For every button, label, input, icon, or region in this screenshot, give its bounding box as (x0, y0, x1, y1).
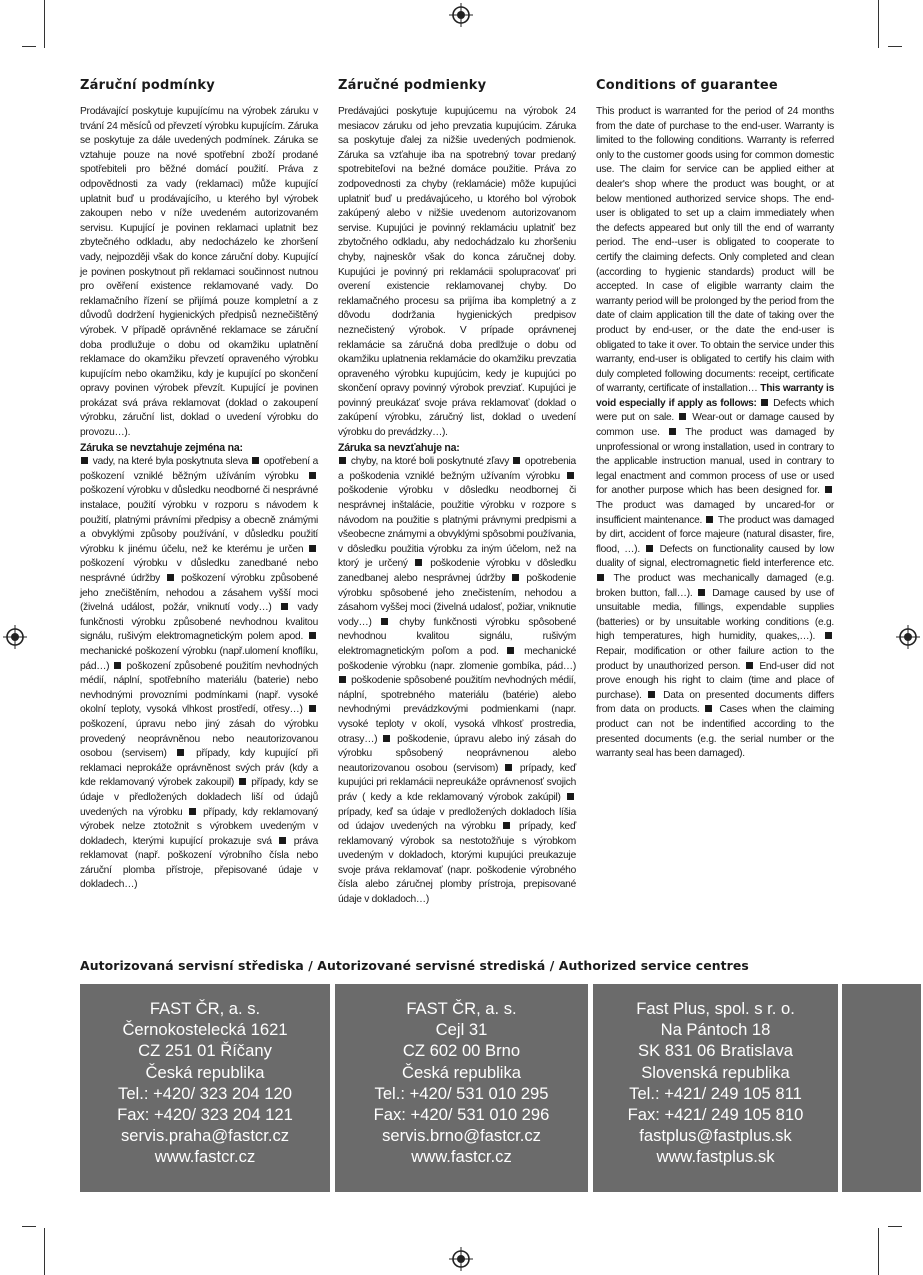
exclusion-item: práva reklamovat (např. poškození výrobního čísla nebo záruční plomba přístroje, přepisované údaje v dokladech…) (80, 835, 318, 891)
exclusion-item: Damage caused by use of unsuitable media, fillings, expendable supplies (batteries) or by unsuitable working conditions (e.g. high temperatures, high humidity, quakes,…). (596, 587, 834, 643)
column-body (596, 105, 834, 762)
square-bullet-icon (309, 545, 316, 552)
service-centres-title: Autorizovaná servisní střediska / Autorizované servisné strediská / Authorized service centres (80, 958, 749, 973)
column-english (596, 78, 834, 762)
square-bullet-icon (825, 632, 832, 639)
exclusion-item: prípady, keď reklamovaný výrobok sa nestotožňuje s výrobkom uvedeným v dokladoch, ktorými kupujúci preukazuje svoje práva reklamovať (napr. poškodenie výrobného čísla alebo záručnej plomby prístroja, prepisované údaje v dokladoch…) (338, 821, 576, 906)
square-bullet-icon (698, 589, 705, 596)
centre-web: www.fastcr.cz (154, 1147, 256, 1167)
square-bullet-icon (669, 428, 676, 435)
centre-email: servis.brno@fastcr.cz (382, 1126, 541, 1146)
registration-mark-icon (449, 1247, 473, 1271)
exclusion-item: Wear-out or damage caused by common use. (596, 412, 834, 439)
square-bullet-icon (507, 647, 514, 654)
square-bullet-icon (81, 457, 88, 464)
square-bullet-icon (415, 559, 422, 566)
crop-mark (888, 46, 902, 47)
square-bullet-icon (646, 545, 653, 552)
exclusion-item: případy, kdy kupující při reklamaci neprokáže oprávněnost svých práv (kdy a kde reklamovaný výrobek zakoupil) (80, 748, 318, 789)
exclusion-item: End-user did not prove enough his right to claim (time and place of purchase). (596, 660, 834, 701)
column-body: Prodávající poskytuje kupujícímu na výrobek záruku v trvání 24 měsíců od převzetí výrobku kupujícím. Záruka se poskytuje za dále uvedených podmínek. Záruka se vztahuje pouze na nové spotřební zboží prodané spotřebiteli pro běžné domácí použití. Práva z odpovědnosti za vady (reklamaci) může kupující uplatnit buď u prodávajícího, u kterého byl výrobek zakoupen nebo v níže uvedeném autorizovaném servisu. Kupující je povinen reklamaci uplatnit bez zbytečného odkladu, aby nedocházelo ke zhoršení vady, nejpozději však do konce záruční doby. Kupující je povinen poskytnout při reklamaci součinnost nutnou pro ověření existence reklamované vady. Do reklamačního řízení se přijímá pouze kompletní a z důvodů dodržení hygienických předpisů neznečištěný výrobek. V případě oprávněné reklamace se záruční doba prodlužuje o dobu od okamžiku uplatnění reklamace do okamžiku převzetí opraveného výrobku kupujícím nebo okamžiku, kdy je kupující po skončení opravy povinen výrobek převzít. Kupující je povinen prokázat svá práva reklamovat (doklad o zakoupení výrobku, záruční list, doklad o uvedení výrobku do provozu…). (80, 106, 318, 439)
centre-country: Česká republika (145, 1062, 265, 1082)
square-bullet-icon (339, 676, 346, 683)
exclusion-item: mechanické poškození výrobku (např.ulomení knoflíku, pád…) (80, 645, 318, 672)
exclusion-list (338, 455, 576, 907)
square-bullet-icon (567, 472, 574, 479)
exclusion-item: poškodenie, úpravu alebo iný zásah do výrobku spôsobený neoprávnenou alebo neautorizovanou osobou (servisom) (338, 733, 576, 774)
square-bullet-icon (239, 778, 246, 785)
crop-mark (878, 1228, 879, 1275)
square-bullet-icon (309, 472, 316, 479)
centre-city: CZ 251 01 Říčany (138, 1041, 272, 1061)
square-bullet-icon (705, 705, 712, 712)
square-bullet-icon (512, 574, 519, 581)
square-bullet-icon (746, 662, 753, 669)
exclusion-item: The product was damaged by dirt, accident of force majeure (natural disaster, fire, flood, …). (596, 514, 834, 555)
exclusion-item: The product was mechanically damaged (e.g. broken button, fall…). (596, 573, 834, 599)
exclusion-item: The product was damaged by unprofessional or wrong installation, used in contrary to the applicable instruction manual, used in contrary to legal enactment and common process of use or used for another purpose which has been designed for. (596, 427, 834, 497)
square-bullet-icon (679, 413, 686, 420)
exclusion-title: Záruka sa nevzťahuje na: (338, 441, 460, 454)
centre-country: Česká republika (402, 1062, 521, 1082)
centre-street: Na Pántoch 18 (660, 1020, 771, 1040)
exclusion-item: případy, kdy reklamovaný výrobek nelze ztotožnit s výrobkem uvedeným v dokladech, kterými kupující prokazuje svá (80, 806, 318, 847)
square-bullet-icon (252, 457, 259, 464)
exclusion-item: prípady, keď sa údaje v predložených dokladoch líšia od údajov uvedených na výrobku (338, 806, 576, 833)
service-centre-bratislava (593, 984, 838, 1192)
registration-mark-icon (449, 3, 473, 27)
square-bullet-icon (339, 457, 346, 464)
square-bullet-icon (825, 486, 832, 493)
exclusion-item: poškození výrobku v důsledku neodborné či nesprávné instalace, použití výrobku v rozporu s návodem k použití, platnými právními předpisy a obecně známými a obvyklými způsoby používání, v důsledku použití výrobku k jinému účelu, než ke kterému je určen (80, 485, 318, 555)
column-title: Záručné podmienky (338, 78, 487, 93)
square-bullet-icon (309, 705, 316, 712)
square-bullet-icon (761, 399, 768, 406)
registration-mark-icon (3, 625, 27, 649)
square-bullet-icon (503, 822, 510, 829)
centre-city: CZ 602 00 Brno (402, 1041, 521, 1061)
centre-street: Černokostelecká 1621 (122, 1020, 288, 1040)
centre-fax: Fax: +420/ 323 204 121 (117, 1105, 293, 1125)
square-bullet-icon (309, 632, 316, 639)
exclusion-item: Data on presented documents differs from data on products. (596, 689, 834, 716)
service-centre-empty-box (842, 984, 921, 1192)
exclusion-item: prípady, keď kupujúci pri reklamácii nepreukáže oprávnenosť svojich práv ( kedy a kde reklamovaný výrobok zakúpil) (338, 762, 576, 803)
centre-email: fastplus@fastplus.sk (639, 1126, 792, 1146)
exclusion-item: poškození, úpravu nebo jiný zásah do výrobku provedený neoprávněnou nebo neautorizovanou osobou (servisem) (80, 718, 318, 760)
exclusion-item: Defects on functionality caused by low duality of signal, electromagnetic field interference etc. (596, 543, 834, 570)
column-slovak (338, 78, 576, 908)
exclusion-item: mechanické poškodenie výrobku (napr. zlomenie gombíka, pád…) (338, 645, 576, 672)
crop-mark (888, 1226, 902, 1227)
square-bullet-icon (189, 808, 196, 815)
warranty-columns (80, 78, 834, 948)
centre-tel: Tel.: +420/ 531 010 295 (374, 1083, 549, 1103)
column-czech (80, 78, 318, 893)
column-title: Záruční podmínky (80, 78, 215, 93)
square-bullet-icon (383, 735, 390, 742)
crop-mark (22, 1226, 36, 1227)
service-centre-brno (335, 984, 588, 1192)
exclusion-title: This warranty is void especially if apply as follows: (596, 383, 834, 409)
square-bullet-icon (381, 618, 388, 625)
exclusion-item: opotřebení a poškození vzniklé běžným užíváním výrobku (80, 456, 318, 482)
square-bullet-icon (567, 793, 574, 800)
exclusion-item: vady funkčnosti výrobku způsobené nevhodnou kvalitou signálu, rušivým elektromagnetickým polem apod. (80, 602, 318, 643)
square-bullet-icon (706, 516, 713, 523)
centre-tel: Tel.: +420/ 323 204 120 (118, 1083, 292, 1103)
service-centre-praha (80, 984, 330, 1192)
registration-mark-icon (896, 625, 920, 649)
square-bullet-icon (648, 691, 655, 698)
exclusion-item: chyby funkčnosti výrobku spôsobené nevhodnou kvalitou signálu, rušivým elektromagnetickým poľom a pod. (338, 616, 576, 657)
exclusion-item: poškodenie spôsobené použitím nevhodných médií, náplní, spotrebného materiálu (batérie) alebo nevhodnými prevádzkovými podmienkami (napr. vysoké teploty v okolí, vysoká vlhkosť prostredia, otrasy…) (338, 675, 576, 745)
centre-tel: Tel.: +421/ 249 105 811 (629, 1083, 802, 1103)
centre-fax: Fax: +421/ 249 105 810 (627, 1105, 804, 1125)
column-body: Predávajúci poskytuje kupujúcemu na výrobok 24 mesiacov záruku od jeho prevzatia kupujúcim. Záruka sa poskytuje ďalej za nižšie uvedených podmienok. Záruka sa vzťahuje iba na spotrebný tovar predaný spotrebiteľovi na bežné domáce použitie. Práva zo zodpovednosti za chyby (reklamácie) môže kupujúci uplatniť buď u predávajúceho, u ktorého bol výrobok zakúpený alebo v nižšie uvedenom autorizovanom servise. Kupujúci je povinný reklamáciu uplatniť bez zbytočného odkladu, aby nedochádzalo ku zhoršeniu chyby, najneskôr však do konca záručnej doby. Kupujúci je povinný pri reklamácii spolupracovať pri overení existencie reklamovanej chyby. Do reklamačného procesu sa prijíma iba kompletný a z dôvodu dodržania hygienických predpisov neznečistený výrobok. V prípade oprávnenej reklamácie sa záručná doba predlžuje o dobu od okamžiku uplatnenia reklamácie do okamžiku prevzatia opraveného výrobku kupujúcim, kedy je kupujúci po skončení opravy povinný výrobok prevziať. Kupujúci je povinný preukázať svoje práva reklamovať (doklad o zakúpení výrobku, záručný list, doklad o uvedení výrobku do prevádzky…). (338, 106, 576, 439)
square-bullet-icon (513, 457, 520, 464)
exclusion-item: poškodenie výrobku spôsobené jeho znečistením, nehodou a zásahom vyššej moci (živelná udalosť, požiar, vniknutie vody…) (338, 573, 576, 628)
exclusion-item: poškodenie výrobku v dôsledku zanedbanej alebo nesprávnej údržby (338, 558, 576, 584)
square-bullet-icon (279, 837, 286, 844)
exclusion-item: Repair, modification or other failure action to the product by unauthorized person. (596, 645, 834, 672)
exclusion-item: chyby, na ktoré boli poskytnuté zľavy (350, 456, 512, 468)
crop-mark (878, 0, 879, 48)
exclusion-item: poškození výrobku způsobené jeho znečištěním, nehodou a zásahem vyšší moci (živelná událost, požár, vniknutí vody…) (80, 573, 318, 614)
body-text: This product is warranted for the period of 24 months from the date of purchase to the end-user. Warranty is limited to the following conditions. Warranty is referred only to the customer goods using for common domestic use. The claim for service can be applied either at dealer's shop where the product was bought, or at below mentioned authorized service shops. The end-user is obligated to set up a claim immediately when the defects appeared but only till the end of warranty period. The end--user is obligated to cooperate to certify the claiming defects. Only completed and clean (according to hygienic standards) product will be accepted. In case of eligible warranty claim the warranty period will be prolonged by the period from the date of claim application till the date of taking over the product by end-user, or the date the end-user is obligated to take it over. To obtain the service under this warranty, end-user is obligated to certify his claim with duly completed following documents: receipt, certificate of warranty, certificate of installation… (596, 106, 834, 395)
exclusion-item: vady, na které byla poskytnuta sleva (92, 456, 251, 468)
centre-country: Slovenská republika (641, 1062, 790, 1082)
service-centres (80, 984, 842, 1192)
exclusion-item: poškodenie výrobku v dôsledku neodbornej či nesprávnej inštalácie, použitie výrobku v rozpore s návodom na použitie s platnými právnymi predpismi a všeobecne známymi a obvyklými spôsobmi používania, v dôsledku použitia výrobku za iným účelom, než na ktorý je určený (338, 485, 576, 570)
exclusion-item: The product was damaged by uncared-for or insufficient maintenance. (596, 500, 834, 526)
exclusion-item: opotrebenia a poškodenia vzniklé bežným užívaním výrobku (338, 456, 576, 482)
centre-name: Fast Plus, spol. s r. o. (636, 999, 795, 1018)
exclusion-title: Záruka se nevztahuje zejména na: (80, 441, 243, 454)
square-bullet-icon (167, 574, 174, 581)
square-bullet-icon (114, 662, 121, 669)
square-bullet-icon (281, 603, 288, 610)
square-bullet-icon (177, 749, 184, 756)
square-bullet-icon (597, 574, 604, 581)
centre-web: www.fastplus.sk (656, 1147, 775, 1167)
exclusion-item: případy, kdy se údaje v předložených dokladech liší od údajů uvedených na výrobku (80, 777, 318, 818)
exclusion-item: poškození způsobené použitím nevhodných médií, náplní, spotřebního materiálu (baterie) nebo nevhodnými provozními podmínkami (např. vysoké okolní teploty, vysoká vlhkost prostředí, otřesy…) (80, 660, 318, 716)
centre-fax: Fax: +420/ 531 010 296 (373, 1105, 550, 1125)
crop-mark (22, 46, 36, 47)
crop-mark (44, 1228, 45, 1275)
exclusion-list (80, 455, 318, 893)
exclusion-list (596, 398, 834, 759)
centre-web: www.fastcr.cz (411, 1147, 512, 1167)
centre-street: Cejl 31 (435, 1020, 488, 1040)
square-bullet-icon (505, 764, 512, 771)
centre-name: FAST ČR, a. s. (149, 999, 261, 1018)
centre-city: SK 831 06 Bratislava (638, 1041, 793, 1061)
column-title: Conditions of guarantee (596, 78, 778, 93)
exclusion-item: poškození výrobku v důsledku zanedbané nebo nesprávné údržby (80, 558, 318, 584)
exclusion-item: Cases when the claiming product can not be indentified according to the presented documents (e.g. the serial number or the warranty seal has been damaged). (596, 704, 834, 760)
exclusion-item: Defects which were put on sale. (596, 397, 834, 424)
centre-name: FAST ČR, a. s. (406, 999, 517, 1018)
centre-email: servis.praha@fastcr.cz (120, 1126, 290, 1146)
crop-mark (44, 0, 45, 48)
